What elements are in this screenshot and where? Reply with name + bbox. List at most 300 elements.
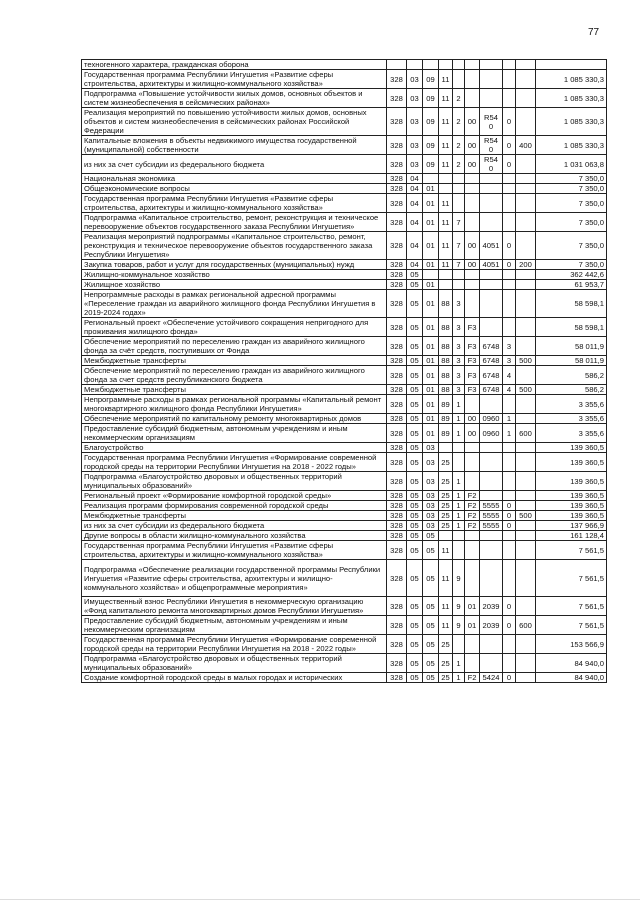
code-program: 11 bbox=[439, 597, 453, 616]
code-program bbox=[439, 174, 453, 184]
code-subprogram: 2 bbox=[453, 136, 465, 155]
code-target: 2039 bbox=[480, 616, 503, 635]
code-subprogram: 2 bbox=[453, 108, 465, 136]
code-program: 25 bbox=[439, 501, 453, 511]
code-direction: 00 bbox=[465, 136, 480, 155]
code-vr bbox=[516, 395, 536, 414]
row-name: Подпрограмма «Благоустройство дворовых и общественных территорий муниципальных образований» bbox=[82, 654, 387, 673]
table-row bbox=[82, 270, 607, 280]
code-subsection: 05 bbox=[423, 654, 439, 673]
code-target: 5555 bbox=[480, 501, 503, 511]
code-ext: 0 bbox=[503, 673, 516, 683]
code-direction: 00 bbox=[465, 155, 480, 174]
code-vr: 500 bbox=[516, 511, 536, 521]
code-subprogram: 1 bbox=[453, 511, 465, 521]
code-subprogram bbox=[453, 635, 465, 654]
code-program: 25 bbox=[439, 521, 453, 531]
code-target bbox=[480, 194, 503, 213]
row-amount: 84 940,0 bbox=[536, 673, 607, 683]
table-row bbox=[82, 155, 607, 174]
code-program: 11 bbox=[439, 155, 453, 174]
code-subsection: 03 bbox=[423, 511, 439, 521]
code-section: 05 bbox=[407, 597, 423, 616]
code-ext bbox=[503, 194, 516, 213]
code-direction bbox=[465, 213, 480, 232]
code-target: 5555 bbox=[480, 521, 503, 531]
code-subsection: 01 bbox=[423, 232, 439, 260]
code-vr bbox=[516, 108, 536, 136]
code-subsection: 09 bbox=[423, 89, 439, 108]
code-vr bbox=[516, 414, 536, 424]
code-section: 05 bbox=[407, 290, 423, 318]
row-name: Обеспечение мероприятий по капитальному ремонту многоквартирных домов bbox=[82, 414, 387, 424]
code-subprogram: 3 bbox=[453, 366, 465, 385]
code-grbs: 328 bbox=[387, 174, 407, 184]
row-amount: 139 360,5 bbox=[536, 472, 607, 491]
code-subprogram bbox=[453, 443, 465, 453]
code-target: R540 bbox=[480, 108, 503, 136]
code-section: 04 bbox=[407, 213, 423, 232]
row-amount: 153 566,9 bbox=[536, 635, 607, 654]
code-direction bbox=[465, 472, 480, 491]
code-subprogram bbox=[453, 541, 465, 560]
code-program: 25 bbox=[439, 511, 453, 521]
page-number: 77 bbox=[588, 27, 600, 38]
code-subsection: 01 bbox=[423, 424, 439, 443]
table-row bbox=[82, 318, 607, 337]
code-section: 05 bbox=[407, 443, 423, 453]
code-target bbox=[480, 318, 503, 337]
row-name: Реализация программ формирования современной городской среды bbox=[82, 501, 387, 511]
code-direction bbox=[465, 290, 480, 318]
row-amount: 58 011,9 bbox=[536, 356, 607, 366]
code-target bbox=[480, 635, 503, 654]
code-program: 11 bbox=[439, 213, 453, 232]
code-section: 03 bbox=[407, 155, 423, 174]
code-ext bbox=[503, 654, 516, 673]
code-subsection: 09 bbox=[423, 108, 439, 136]
code-section: 04 bbox=[407, 174, 423, 184]
row-amount: 139 360,5 bbox=[536, 443, 607, 453]
code-target bbox=[480, 174, 503, 184]
code-ext bbox=[503, 453, 516, 472]
code-grbs: 328 bbox=[387, 260, 407, 270]
code-direction: 00 bbox=[465, 108, 480, 136]
code-section bbox=[407, 60, 423, 70]
code-ext: 0 bbox=[503, 155, 516, 174]
code-subsection: 03 bbox=[423, 501, 439, 511]
code-section: 03 bbox=[407, 136, 423, 155]
table-row bbox=[82, 395, 607, 414]
code-ext bbox=[503, 531, 516, 541]
code-vr bbox=[516, 184, 536, 194]
table-row bbox=[82, 501, 607, 511]
code-subsection: 05 bbox=[423, 597, 439, 616]
code-direction: F3 bbox=[465, 385, 480, 395]
code-grbs: 328 bbox=[387, 521, 407, 531]
code-subsection: 01 bbox=[423, 280, 439, 290]
code-section: 05 bbox=[407, 654, 423, 673]
code-target bbox=[480, 654, 503, 673]
code-grbs: 328 bbox=[387, 108, 407, 136]
code-ext: 0 bbox=[503, 597, 516, 616]
row-name: Подпрограмма «Обеспечение реализации государственной программы Республики Ингушетия «Развитие сферы строительства, архитектуры и жилищно-коммунального хозяйства» и общепрограммные мероприятия» bbox=[82, 560, 387, 597]
code-direction bbox=[465, 453, 480, 472]
code-vr bbox=[516, 155, 536, 174]
code-program: 88 bbox=[439, 337, 453, 356]
code-direction bbox=[465, 184, 480, 194]
row-amount: 84 940,0 bbox=[536, 654, 607, 673]
code-ext bbox=[503, 270, 516, 280]
row-amount: 362 442,6 bbox=[536, 270, 607, 280]
table-row bbox=[82, 597, 607, 616]
code-grbs: 328 bbox=[387, 453, 407, 472]
code-program: 88 bbox=[439, 385, 453, 395]
code-target: R540 bbox=[480, 136, 503, 155]
code-vr bbox=[516, 491, 536, 501]
code-grbs: 328 bbox=[387, 395, 407, 414]
code-vr bbox=[516, 213, 536, 232]
code-target: 5424 bbox=[480, 673, 503, 683]
row-amount: 139 360,5 bbox=[536, 491, 607, 501]
row-amount: 1 085 330,3 bbox=[536, 89, 607, 108]
code-grbs: 328 bbox=[387, 531, 407, 541]
code-ext bbox=[503, 635, 516, 654]
code-target: R540 bbox=[480, 155, 503, 174]
code-grbs: 328 bbox=[387, 597, 407, 616]
code-subprogram bbox=[453, 531, 465, 541]
code-program: 25 bbox=[439, 453, 453, 472]
row-name: из них за счет субсидии из федерального бюджета bbox=[82, 155, 387, 174]
code-section: 05 bbox=[407, 616, 423, 635]
code-subsection bbox=[423, 174, 439, 184]
row-name: Подпрограмма «Повышение устойчивости жилых домов, основных объектов и систем жизнеобеспечения в сейсмических районах» bbox=[82, 89, 387, 108]
code-subsection: 03 bbox=[423, 472, 439, 491]
row-amount: 58 011,9 bbox=[536, 337, 607, 356]
code-grbs: 328 bbox=[387, 318, 407, 337]
code-vr: 500 bbox=[516, 385, 536, 395]
code-target bbox=[480, 60, 503, 70]
code-grbs: 328 bbox=[387, 270, 407, 280]
code-subprogram bbox=[453, 194, 465, 213]
code-program bbox=[439, 270, 453, 280]
code-section: 05 bbox=[407, 366, 423, 385]
row-name: Жилищно-коммунальное хозяйство bbox=[82, 270, 387, 280]
code-program: 11 bbox=[439, 194, 453, 213]
code-section: 05 bbox=[407, 511, 423, 521]
code-ext: 0 bbox=[503, 616, 516, 635]
code-subsection: 03 bbox=[423, 521, 439, 531]
code-vr: 600 bbox=[516, 616, 536, 635]
code-target: 4051 bbox=[480, 232, 503, 260]
table-row bbox=[82, 174, 607, 184]
code-ext bbox=[503, 213, 516, 232]
row-name: Государственная программа Республики Ингушетия «Развитие сферы строительства, архитектуры и жилищно-коммунального хозяйства» bbox=[82, 541, 387, 560]
code-direction: F3 bbox=[465, 318, 480, 337]
code-subsection: 05 bbox=[423, 531, 439, 541]
code-grbs: 328 bbox=[387, 70, 407, 89]
code-grbs: 328 bbox=[387, 635, 407, 654]
code-target: 0960 bbox=[480, 424, 503, 443]
code-subprogram bbox=[453, 280, 465, 290]
code-subsection: 03 bbox=[423, 453, 439, 472]
code-target bbox=[480, 270, 503, 280]
code-ext: 0 bbox=[503, 108, 516, 136]
row-name: Национальная экономика bbox=[82, 174, 387, 184]
code-subsection: 03 bbox=[423, 491, 439, 501]
code-target bbox=[480, 89, 503, 108]
code-direction bbox=[465, 70, 480, 89]
code-ext bbox=[503, 560, 516, 597]
code-section: 04 bbox=[407, 194, 423, 213]
code-vr bbox=[516, 318, 536, 337]
code-grbs: 328 bbox=[387, 356, 407, 366]
code-subprogram: 3 bbox=[453, 290, 465, 318]
code-vr bbox=[516, 443, 536, 453]
row-name: Общеэкономические вопросы bbox=[82, 184, 387, 194]
code-ext bbox=[503, 395, 516, 414]
table-row bbox=[82, 280, 607, 290]
row-name: Закупка товаров, работ и услуг для государственных (муниципальных) нужд bbox=[82, 260, 387, 270]
code-subsection: 01 bbox=[423, 194, 439, 213]
code-grbs: 328 bbox=[387, 366, 407, 385]
code-ext bbox=[503, 491, 516, 501]
code-direction: F2 bbox=[465, 491, 480, 501]
code-section: 04 bbox=[407, 184, 423, 194]
code-subprogram: 3 bbox=[453, 318, 465, 337]
row-amount: 7 350,0 bbox=[536, 213, 607, 232]
code-target bbox=[480, 472, 503, 491]
code-ext: 0 bbox=[503, 136, 516, 155]
code-vr: 400 bbox=[516, 136, 536, 155]
code-subprogram bbox=[453, 174, 465, 184]
code-vr bbox=[516, 541, 536, 560]
code-subsection: 09 bbox=[423, 136, 439, 155]
code-program bbox=[439, 443, 453, 453]
code-program: 11 bbox=[439, 136, 453, 155]
code-grbs: 328 bbox=[387, 280, 407, 290]
budget-table-body bbox=[82, 60, 607, 683]
code-grbs: 328 bbox=[387, 385, 407, 395]
code-program bbox=[439, 280, 453, 290]
table-row bbox=[82, 260, 607, 270]
row-name: Другие вопросы в области жилищно-коммунального хозяйства bbox=[82, 531, 387, 541]
code-target bbox=[480, 70, 503, 89]
code-program: 89 bbox=[439, 424, 453, 443]
row-name: Реализация мероприятий подпрограммы «Капитальное строительство, ремонт, реконструкция и техническое перевооружение объектов государственного заказа Республики Ингушетия» bbox=[82, 232, 387, 260]
code-vr bbox=[516, 654, 536, 673]
code-ext bbox=[503, 60, 516, 70]
table-row bbox=[82, 356, 607, 366]
code-section: 05 bbox=[407, 541, 423, 560]
code-grbs bbox=[387, 60, 407, 70]
code-section: 05 bbox=[407, 501, 423, 511]
code-grbs: 328 bbox=[387, 184, 407, 194]
code-grbs: 328 bbox=[387, 136, 407, 155]
row-amount: 137 966,9 bbox=[536, 521, 607, 531]
table-row bbox=[82, 560, 607, 597]
code-direction: F3 bbox=[465, 366, 480, 385]
code-section: 05 bbox=[407, 472, 423, 491]
code-direction: F3 bbox=[465, 356, 480, 366]
code-vr bbox=[516, 232, 536, 260]
code-section: 03 bbox=[407, 70, 423, 89]
row-amount: 7 350,0 bbox=[536, 232, 607, 260]
row-name: Региональный проект «Формирование комфортной городской среды» bbox=[82, 491, 387, 501]
code-section: 05 bbox=[407, 635, 423, 654]
row-name: из них за счет субсидии из федерального бюджета bbox=[82, 521, 387, 531]
code-ext: 1 bbox=[503, 424, 516, 443]
code-program: 88 bbox=[439, 356, 453, 366]
code-target: 6748 bbox=[480, 366, 503, 385]
row-amount: 161 128,4 bbox=[536, 531, 607, 541]
code-program: 11 bbox=[439, 616, 453, 635]
table-row bbox=[82, 635, 607, 654]
code-program: 25 bbox=[439, 491, 453, 501]
code-section: 05 bbox=[407, 318, 423, 337]
code-vr bbox=[516, 597, 536, 616]
row-amount: 139 360,5 bbox=[536, 453, 607, 472]
code-target bbox=[480, 541, 503, 560]
code-ext bbox=[503, 174, 516, 184]
code-vr bbox=[516, 453, 536, 472]
code-grbs: 328 bbox=[387, 337, 407, 356]
code-subsection: 01 bbox=[423, 356, 439, 366]
code-section: 05 bbox=[407, 337, 423, 356]
code-program: 11 bbox=[439, 108, 453, 136]
code-program: 25 bbox=[439, 472, 453, 491]
code-subprogram bbox=[453, 453, 465, 472]
row-name: Капитальные вложения в объекты недвижимого имущества государственной (муниципальной) собственности bbox=[82, 136, 387, 155]
code-direction: F2 bbox=[465, 501, 480, 511]
row-amount bbox=[536, 60, 607, 70]
row-name: Предоставление субсидий бюджетным, автономным учреждениям и иным некоммерческим организациям bbox=[82, 616, 387, 635]
code-subsection: 03 bbox=[423, 443, 439, 453]
code-direction: 00 bbox=[465, 414, 480, 424]
code-subsection: 05 bbox=[423, 560, 439, 597]
row-amount: 3 355,6 bbox=[536, 414, 607, 424]
code-ext bbox=[503, 290, 516, 318]
code-subsection bbox=[423, 60, 439, 70]
row-name: Региональный проект «Обеспечение устойчивого сокращения непригодного для проживания жилищного фонда» bbox=[82, 318, 387, 337]
code-grbs: 328 bbox=[387, 511, 407, 521]
code-target bbox=[480, 184, 503, 194]
row-name: Подпрограмма «Благоустройство дворовых и общественных территорий муниципальных образований» bbox=[82, 472, 387, 491]
table-row bbox=[82, 194, 607, 213]
code-subprogram: 1 bbox=[453, 654, 465, 673]
code-grbs: 328 bbox=[387, 89, 407, 108]
code-subprogram: 3 bbox=[453, 356, 465, 366]
row-name: Государственная программа Республики Ингушетия «Формирование современной городской среды на территории Республики Ингушетия на 2018 - 2022 годы» bbox=[82, 635, 387, 654]
code-subprogram: 1 bbox=[453, 424, 465, 443]
code-program: 11 bbox=[439, 541, 453, 560]
code-subsection: 05 bbox=[423, 673, 439, 683]
code-grbs: 328 bbox=[387, 472, 407, 491]
code-vr bbox=[516, 472, 536, 491]
row-amount: 1 085 330,3 bbox=[536, 108, 607, 136]
code-direction: 01 bbox=[465, 616, 480, 635]
code-ext: 0 bbox=[503, 260, 516, 270]
code-ext: 4 bbox=[503, 366, 516, 385]
row-name: Подпрограмма «Капитальное строительство, ремонт, реконструкция и техническое перевооружение объектов государственного заказа Республики Ингушетия» bbox=[82, 213, 387, 232]
code-direction bbox=[465, 270, 480, 280]
code-ext: 3 bbox=[503, 356, 516, 366]
code-direction: 00 bbox=[465, 260, 480, 270]
row-amount: 1 031 063,8 bbox=[536, 155, 607, 174]
table-row bbox=[82, 70, 607, 89]
code-section: 05 bbox=[407, 491, 423, 501]
code-vr: 200 bbox=[516, 260, 536, 270]
code-target bbox=[480, 280, 503, 290]
code-direction: F2 bbox=[465, 673, 480, 683]
code-subsection: 01 bbox=[423, 290, 439, 318]
row-amount: 7 561,5 bbox=[536, 616, 607, 635]
code-section: 05 bbox=[407, 521, 423, 531]
code-ext bbox=[503, 70, 516, 89]
table-row bbox=[82, 531, 607, 541]
code-subsection: 01 bbox=[423, 395, 439, 414]
row-amount: 7 561,5 bbox=[536, 560, 607, 597]
code-subprogram: 1 bbox=[453, 501, 465, 511]
row-amount: 7 561,5 bbox=[536, 597, 607, 616]
code-grbs: 328 bbox=[387, 414, 407, 424]
code-program: 88 bbox=[439, 290, 453, 318]
code-target: 0960 bbox=[480, 414, 503, 424]
code-subprogram: 1 bbox=[453, 521, 465, 531]
table-row bbox=[82, 491, 607, 501]
code-vr bbox=[516, 270, 536, 280]
scan-edge bbox=[0, 899, 640, 900]
code-grbs: 328 bbox=[387, 673, 407, 683]
code-target bbox=[480, 560, 503, 597]
code-ext: 4 bbox=[503, 385, 516, 395]
code-section: 05 bbox=[407, 560, 423, 597]
code-direction bbox=[465, 194, 480, 213]
code-program: 89 bbox=[439, 395, 453, 414]
code-vr bbox=[516, 280, 536, 290]
code-subprogram: 9 bbox=[453, 560, 465, 597]
table-row bbox=[82, 337, 607, 356]
code-direction bbox=[465, 531, 480, 541]
code-direction bbox=[465, 443, 480, 453]
code-vr bbox=[516, 521, 536, 531]
code-grbs: 328 bbox=[387, 541, 407, 560]
table-row bbox=[82, 290, 607, 318]
code-vr bbox=[516, 60, 536, 70]
row-amount: 7 350,0 bbox=[536, 184, 607, 194]
code-subprogram: 7 bbox=[453, 232, 465, 260]
code-direction bbox=[465, 280, 480, 290]
code-subprogram bbox=[453, 60, 465, 70]
code-program bbox=[439, 60, 453, 70]
code-subsection: 01 bbox=[423, 385, 439, 395]
code-ext bbox=[503, 541, 516, 560]
code-subprogram: 3 bbox=[453, 337, 465, 356]
code-section: 05 bbox=[407, 270, 423, 280]
table-row bbox=[82, 616, 607, 635]
row-name: техногенного характера, гражданская оборона bbox=[82, 60, 387, 70]
code-subprogram: 1 bbox=[453, 673, 465, 683]
code-target bbox=[480, 290, 503, 318]
code-subprogram: 3 bbox=[453, 385, 465, 395]
code-section: 05 bbox=[407, 414, 423, 424]
code-target bbox=[480, 531, 503, 541]
code-direction bbox=[465, 174, 480, 184]
code-grbs: 328 bbox=[387, 424, 407, 443]
code-program: 11 bbox=[439, 260, 453, 270]
code-subprogram: 1 bbox=[453, 491, 465, 501]
code-vr bbox=[516, 337, 536, 356]
